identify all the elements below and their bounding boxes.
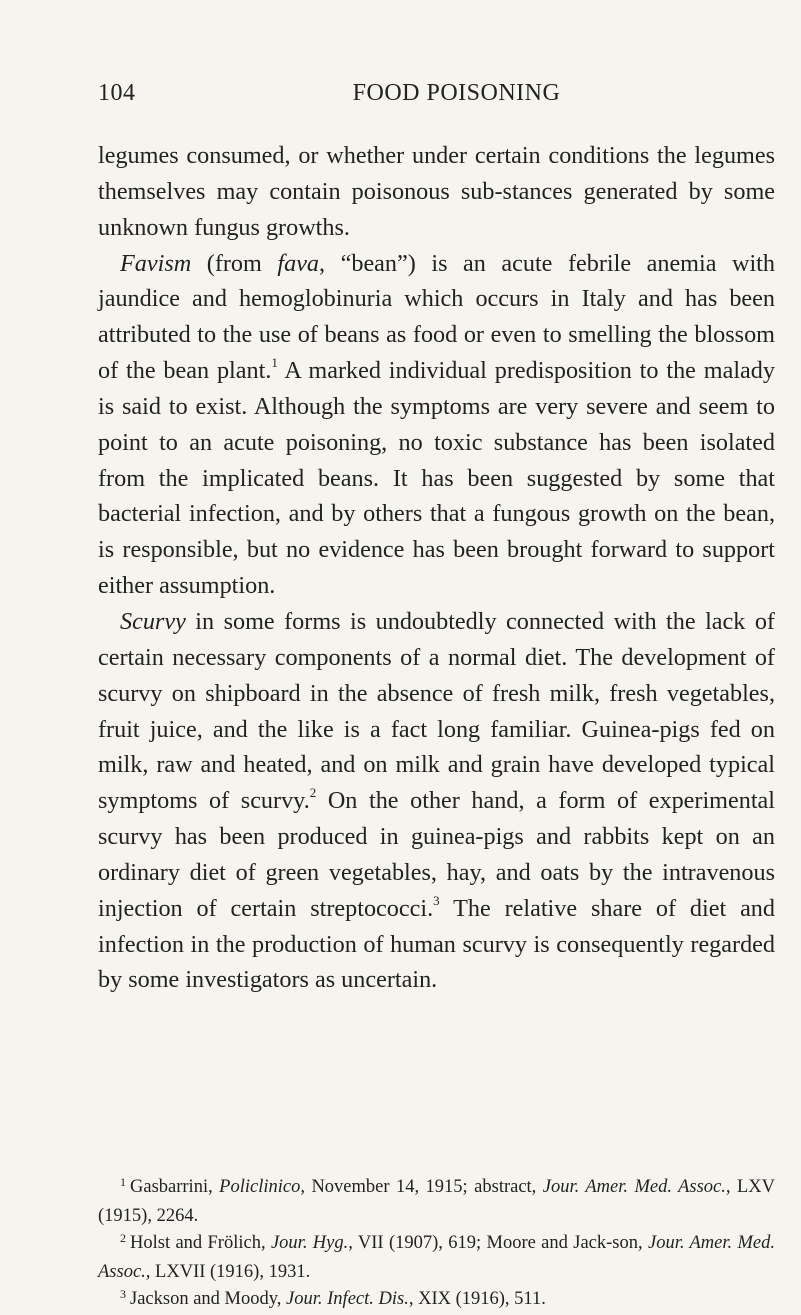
term-fava: fava [277, 249, 320, 277]
term-scurvy: Scurvy [120, 607, 186, 635]
paragraph-scurvy: Scurvy in some forms is undoubtedly connected with the lack of certain necessary components of a normal diet. The development of scurvy on shipboard in the absence of fresh milk, fresh vegetables, fruit juice, and the like is a fact long familiar. Guinea-pigs fed on milk, raw and heated, and on milk and grain have developed typical symptoms of scurvy.$^2$ On the other hand, a form of experimental scurvy has been produced in guinea-pigs and rabbits kept on an ordinary diet of green vegetables, hay, and oats by the intravenous injection of certain streptococci.$^3$ The relative share of diet and infection in the production of human scurvy is consequently regarded by some investigators as uncertain. [98, 607, 775, 994]
body-text [98, 138, 775, 998]
footnote-ref-1: 1 [271, 355, 278, 370]
term-favism: Favism [120, 249, 192, 277]
paragraph-favism: Favism (from fava, “bean”) is an acute febrile anemia with jaundice and hemoglobinuria which occurs in Italy and has been attributed to the use of beans as food or even to smelling the blossom of the bean plant.$^1$ A marked individual predisposition to the malady is said to exist. Although the symptoms are very severe and seem to point to an acute poisoning, no toxic substance has been isolated from the implicated beans. It has been suggested by some that bacterial infection, and by others that a fungous growth on the bean, is responsible, but no evidence has been brought forward to support either assumption. [98, 249, 775, 600]
paragraph-legumes: legumes consumed, or whether under certain conditions the legumes themselves may contain poisonous sub-stances generated by some unknown fungus growths. [98, 142, 775, 241]
running-title: FOOD POISONING [352, 80, 561, 106]
page-header [98, 80, 775, 114]
book-page [98, 80, 775, 1309]
page-number: 104 [98, 80, 136, 106]
footnote-ref-3: 3 [433, 892, 440, 908]
footnotes [98, 1174, 775, 1315]
footnote-ref-2: 2 [309, 785, 317, 801]
footnote-3: $^3$ Jackson and Moody, Jour. Infect. Dis., XIX (1916), 511. [120, 1287, 546, 1309]
footnote-1: $^1$ Gasbarrini, Policlinico, November 14, 1915; abstract, Jour. Amer. Med. Assoc., LXV (1915), 2264. [98, 1175, 775, 1226]
footnote-2: $^2$ Holst and Frölich, Jour. Hyg., VII (1907), 619; Moore and Jack-son, Jour. Amer. Med. Assoc., LXVII (1916), 1931. [98, 1231, 775, 1282]
